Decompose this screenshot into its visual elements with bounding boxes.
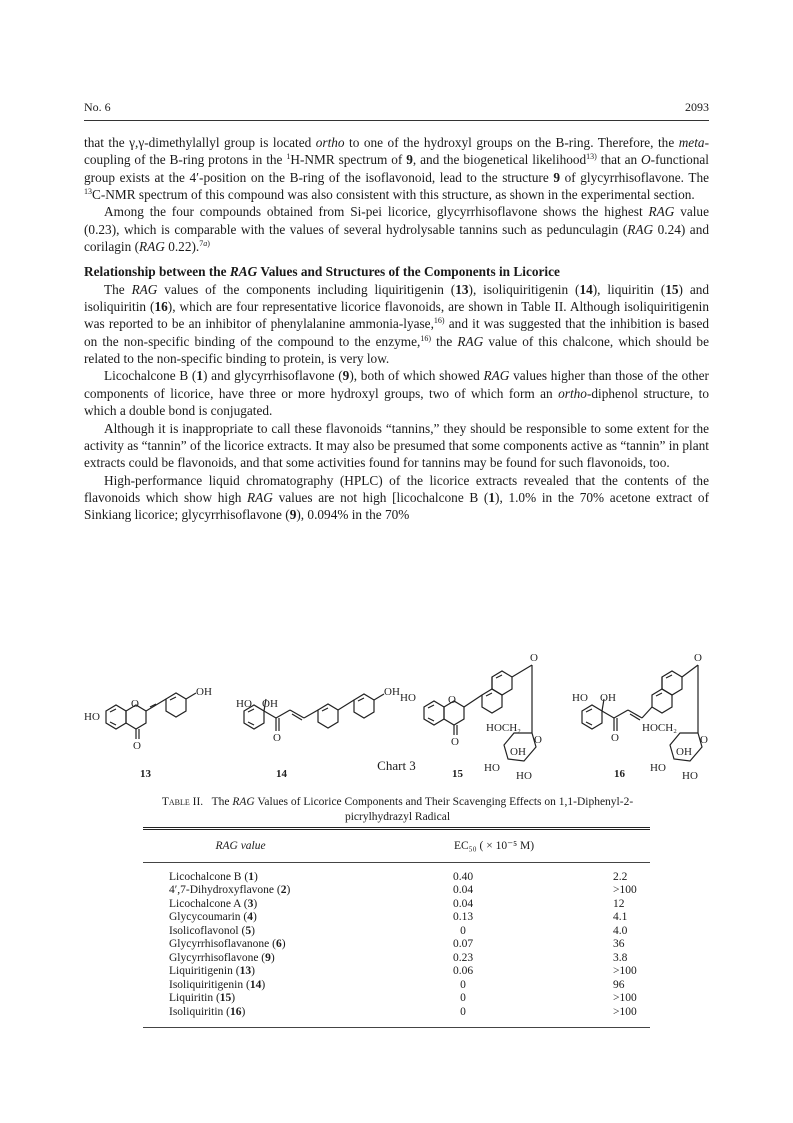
table-row bbox=[143, 911, 650, 925]
label: HO bbox=[236, 698, 252, 710]
label: O bbox=[694, 652, 702, 664]
ec50-value: 96 bbox=[613, 978, 625, 991]
table-row bbox=[143, 965, 650, 979]
paragraph: Although it is inappropriate to call these flavonoids “tannins,” they should be responsible to some extent for the activity as “tannin” of the licorice extracts. It may also be presumed that some components active as “tannin” in plant extracts could be flavonoids, and that some activities found for tannins may be found for such flavonoids, too. bbox=[84, 420, 709, 471]
label: O bbox=[133, 740, 141, 752]
compound-name: Licochalcone B (1) bbox=[169, 870, 258, 883]
label: HOCH₂ bbox=[642, 722, 678, 734]
body-text bbox=[84, 134, 709, 524]
label: HO bbox=[484, 762, 500, 774]
section-heading: Relationship between the RAG Values and Structures of the Components in Licorice bbox=[84, 264, 560, 280]
ec50-value: >100 bbox=[613, 965, 637, 977]
compound-name: Isoliquiritin (16) bbox=[169, 1005, 246, 1018]
label: O bbox=[448, 694, 456, 706]
ec50-value: 2.2 bbox=[613, 870, 628, 883]
label: HO bbox=[84, 711, 100, 723]
rag-value: 0.04 bbox=[452, 897, 474, 910]
label: OH bbox=[676, 746, 692, 758]
chart-caption: Chart 3 bbox=[377, 758, 416, 773]
compound-number: 16 bbox=[614, 768, 625, 780]
label: O bbox=[611, 732, 619, 744]
table-row bbox=[143, 898, 650, 912]
rag-value: 0.07 bbox=[452, 938, 474, 950]
compound-name: Licochalcone A (3) bbox=[169, 897, 258, 910]
compound-name: Glycycoumarin (4) bbox=[169, 911, 257, 923]
label: OH bbox=[384, 686, 400, 698]
compound-number: 15 bbox=[452, 768, 463, 780]
compound-name: Isolicoflavonol (5) bbox=[169, 924, 255, 937]
compound-name: Liquiritigenin (13) bbox=[169, 965, 255, 977]
label: O bbox=[530, 652, 538, 664]
label: OH bbox=[262, 698, 278, 710]
ec50-value: 12 bbox=[613, 897, 625, 910]
paragraph: that the γ,γ-dimethylallyl group is located ortho to one of the hydroxyl groups on the B-ring. Therefore, the meta-coupling of the B-ring protons in the $^1$H-NMR spectrum of 9, and the biogenetical likelihood$^{13)}$ that an O-functional group exists at the 4′-position on the B-ring of the isoflavonoid, lead to the structure 9 of glycyrrhisoflavone. The $^{13}$C-NMR spectrum of this compound was also consistent with this structure, as shown in the experimental section. bbox=[84, 135, 709, 203]
label: O bbox=[451, 736, 459, 748]
compound-number: 13 bbox=[140, 768, 151, 780]
label: O bbox=[700, 734, 708, 746]
label: OH bbox=[510, 746, 526, 758]
label: O bbox=[273, 732, 281, 744]
rag-value: 0.40 bbox=[452, 870, 474, 883]
page-number: 2093 bbox=[685, 100, 709, 114]
label: OH bbox=[600, 692, 616, 704]
compound-number: 14 bbox=[276, 768, 287, 780]
table-title: The RAG Values of Licorice Components and Their Scavenging Effects on 1,1-Diphenyl-2-picrylhydrazyl Radical bbox=[211, 796, 634, 823]
table-ii bbox=[143, 827, 650, 1028]
compound-name: Liquiritin (15) bbox=[169, 992, 236, 1004]
table-label: Table II. bbox=[161, 796, 204, 808]
paragraph: The RAG values of the components including liquiritigenin (13), isoliquiritigenin (14), liquiritin (15) and isoliquiritin (16), which are four representative licorice flavonoids, are shown in Table II. Although isoliquiritigenin was reported to be an inhibitor of phenylalanine ammonia-lyase,$^{16)}$ and it was suggested that the inhibition is based on the non-specific binding of the compound to the enzyme,$^{16)}$ the RAG value of this chalcone, which should be related to the non-specific binding to protein, is very low. bbox=[84, 281, 710, 367]
table-header-row bbox=[143, 830, 650, 862]
table-row bbox=[143, 1006, 650, 1028]
rag-value: 0.13 bbox=[452, 911, 474, 923]
rag-value: 0 bbox=[460, 978, 466, 991]
label: HO bbox=[682, 770, 698, 782]
table-row bbox=[143, 863, 650, 885]
label: HO bbox=[516, 770, 532, 782]
rag-value: 0 bbox=[460, 992, 466, 1004]
label: HO bbox=[572, 692, 588, 704]
header-ec50: EC₅₀ ( × 10⁻⁵ M) bbox=[453, 840, 535, 852]
paragraph: Among the four compounds obtained from Si-pei licorice, glycyrrhisoflavone shows the highest RAG value (0.23), which is comparable with the values of several hydrolysable tannins such as pedunculagin (RAG 0.24) and corilagin (RAG 0.22).$^{7a)}$ bbox=[84, 204, 710, 255]
ec50-value: 36 bbox=[613, 938, 625, 950]
ec50-value: >100 bbox=[613, 1005, 637, 1018]
header-rule bbox=[84, 120, 709, 121]
compound-name: 4′,7-Dihydroxyflavone (2) bbox=[169, 884, 291, 896]
paragraph: High-performance liquid chromatography (HPLC) of the licorice extracts revealed that the contents of the flavonoids which show high RAG values are not high [licochalcone B (1), 1.0% in the 70% acetone extract of Sinkiang licorice; glycyrrhisoflavone (9), 0.094% in the 70% bbox=[84, 472, 709, 523]
rag-value: 0.23 bbox=[452, 951, 474, 964]
chemical-structures-chart bbox=[84, 615, 709, 805]
label: OH bbox=[196, 686, 212, 698]
rag-value: 0 bbox=[460, 924, 466, 937]
label: O bbox=[131, 698, 139, 710]
table-bottom-rule bbox=[143, 1027, 650, 1028]
table-row bbox=[143, 952, 650, 966]
label: HO bbox=[400, 692, 416, 704]
structures-svg bbox=[84, 615, 709, 805]
journal-issue: No. 6 bbox=[84, 100, 111, 114]
rag-value: 0.04 bbox=[452, 884, 474, 896]
label: HOCH₂ bbox=[486, 722, 522, 734]
table-caption bbox=[150, 795, 645, 825]
data-table-body bbox=[143, 863, 650, 1028]
compound-name: Glycyrrhisoflavone (9) bbox=[169, 951, 275, 964]
compound-name: Glycyrrhisoflavanone (6) bbox=[169, 938, 286, 950]
ec50-value: >100 bbox=[613, 992, 637, 1004]
table-row bbox=[143, 884, 650, 898]
ec50-value: 3.8 bbox=[613, 951, 628, 964]
rag-value: 0 bbox=[460, 1005, 466, 1018]
header-rag: RAG value bbox=[215, 840, 266, 852]
compound-name: Isoliquiritigenin (14) bbox=[169, 978, 266, 991]
paragraph: Licochalcone B (1) and glycyrrhisoflavone (9), both of which showed RAG values higher than those of the other components of licorice, have three or more hydroxyl groups, two of which form an ortho-diphenol structure, to which a double bond is conjugated. bbox=[84, 368, 709, 419]
table-row bbox=[143, 925, 650, 939]
label: HO bbox=[650, 762, 666, 774]
ec50-value: 4.1 bbox=[613, 911, 628, 923]
label: O bbox=[534, 734, 542, 746]
data-table bbox=[143, 830, 650, 862]
ec50-value: >100 bbox=[613, 884, 637, 896]
table-row bbox=[143, 992, 650, 1006]
table-row bbox=[143, 979, 650, 993]
ec50-value: 4.0 bbox=[613, 924, 628, 937]
rag-value: 0.06 bbox=[452, 965, 474, 977]
table-row bbox=[143, 938, 650, 952]
